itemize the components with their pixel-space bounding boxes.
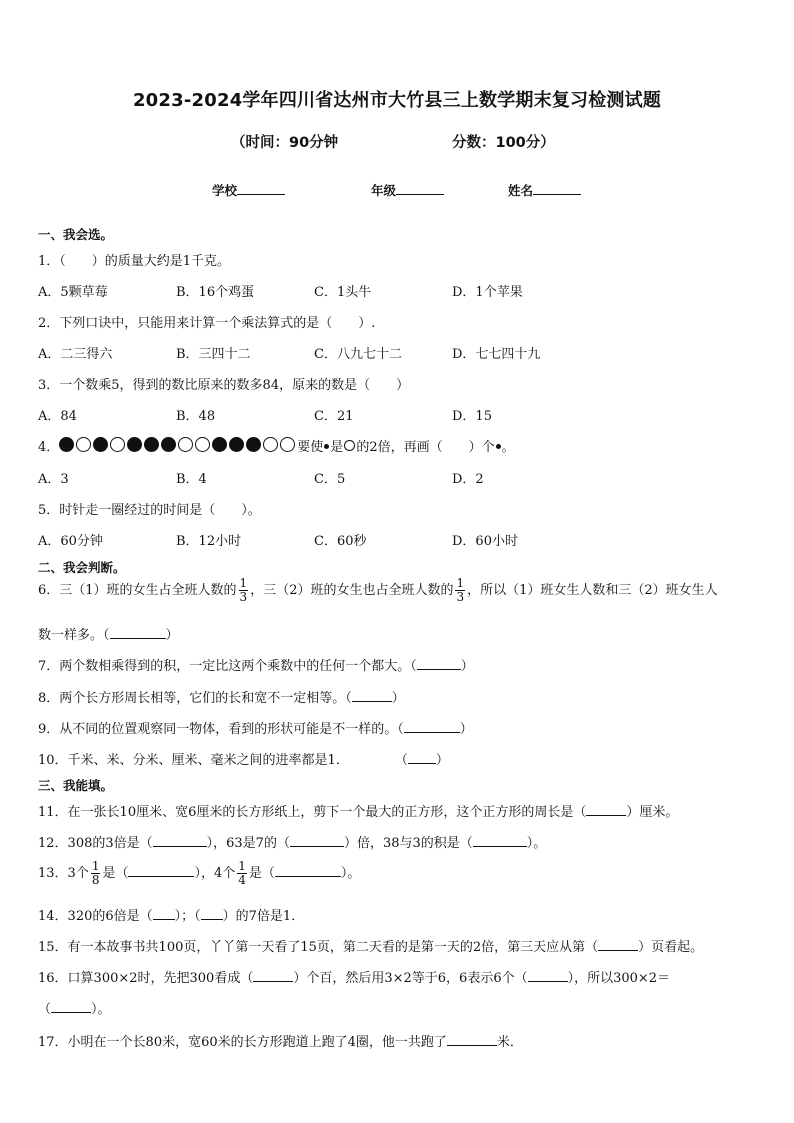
answer-blank[interactable] xyxy=(51,1001,91,1013)
answer-blank[interactable] xyxy=(275,865,341,877)
answer-blank[interactable] xyxy=(290,835,344,847)
question-11: 11．在一张长10厘米、宽6厘米的长方形纸上，剪下一个最大的正方形，这个正方形的周长是（ ）厘米。 xyxy=(38,805,679,820)
option-a: A．84 xyxy=(38,409,77,424)
question-8: 8．两个长方形周长相等，它们的长和宽不一定相等。（ ） xyxy=(38,691,405,706)
question-17: 17．小明在一个长80米，宽60米的长方形跑道上跑了4圈，他一共跑了 米． xyxy=(38,1035,523,1050)
question-3: 3．一个数乘5，得到的数比原来的数多84，原来的数是（ ） xyxy=(38,378,410,393)
question-12: 12．308的3倍是（ ），63是7的（ ）倍，38与3的积是（ ）。 xyxy=(38,836,547,851)
answer-blank[interactable] xyxy=(417,658,461,670)
answer-blank[interactable] xyxy=(447,1034,497,1046)
white-circle-icon xyxy=(344,440,355,451)
option-c: C．八九七十二 xyxy=(314,347,402,362)
answer-blank[interactable] xyxy=(598,939,638,951)
school-field: 学校 xyxy=(212,181,285,199)
option-d: D．1个苹果 xyxy=(452,285,523,300)
question-5: 5．时针走一圈经过的时间是（ ）。 xyxy=(38,503,261,518)
question-6: 6．三（1）班的女生占全班人数的 $\frac{1}{3}$ ，三（2）班的女生也占全班人数的 $\frac{1}{3}$ ，所以（1）班女生人数和三（2）班女生人 xyxy=(38,576,718,604)
exam-score: 分数：100分） xyxy=(452,135,555,151)
answer-blank[interactable] xyxy=(352,690,392,702)
question-16-cont: （ ）。 xyxy=(38,1002,111,1017)
answer-blank[interactable] xyxy=(110,627,166,639)
exam-time: （时间：90分钟 xyxy=(231,135,339,151)
answer-blank[interactable] xyxy=(408,752,436,764)
dot-row xyxy=(59,440,297,455)
grade-field: 年级 xyxy=(371,181,444,199)
question-1: 1．（ ）的质量大约是1千克。 xyxy=(38,254,231,269)
white-circle-icon xyxy=(178,437,193,452)
white-circle-icon xyxy=(280,437,295,452)
question-15: 15．有一本故事书共100页，丫丫第一天看了15页，第二天看的是第一天的2倍，第三天应从第（ ）页看起。 xyxy=(38,940,704,955)
option-d: D．60小时 xyxy=(452,534,518,549)
black-dot-icon xyxy=(212,437,227,452)
question-16: 16．口算300×2时，先把300看成（ ）个百，然后用3×2等于6，6表示6个（ ），所以300×2＝ xyxy=(38,971,671,986)
black-dot-icon xyxy=(246,437,261,452)
option-c: C．1头牛 xyxy=(314,285,372,300)
black-dot-icon xyxy=(93,437,108,452)
name-field: 姓名 xyxy=(508,181,581,199)
fraction: $\frac{1}{3}$ xyxy=(456,576,465,604)
fraction: $\frac{1}{3}$ xyxy=(239,576,248,604)
option-a: A．5颗草莓 xyxy=(38,285,108,300)
answer-blank[interactable] xyxy=(153,835,207,847)
option-d: D．15 xyxy=(452,409,492,424)
option-c: C．60秒 xyxy=(314,534,367,549)
question-4: 4． 要使 是 的2倍，再画（ ）个 。 xyxy=(38,436,515,455)
black-dot-icon xyxy=(496,444,501,449)
answer-blank[interactable] xyxy=(404,721,460,733)
black-dot-icon xyxy=(161,437,176,452)
option-a: A．60分钟 xyxy=(38,534,103,549)
black-dot-icon xyxy=(229,437,244,452)
answer-blank[interactable] xyxy=(473,835,527,847)
black-dot-icon xyxy=(127,437,142,452)
fraction: $\frac{1}{8}$ xyxy=(91,859,100,887)
answer-blank[interactable] xyxy=(528,970,568,982)
option-b: B．三四十二 xyxy=(176,347,251,362)
question-10: 10．千米、米、分米、厘米、毫米之间的进率都是1． （ ） xyxy=(38,753,449,768)
option-d: D．2 xyxy=(452,472,484,487)
question-7: 7．两个数相乘得到的积，一定比这两个乘数中的任何一个都大。（ ） xyxy=(38,659,474,674)
black-dot-icon xyxy=(144,437,159,452)
fraction: $\frac{1}{4}$ xyxy=(238,859,246,887)
option-c: C．5 xyxy=(314,472,346,487)
page-title: 2023-2024学年四川省达州市大竹县三上数学期末复习检测试题 xyxy=(132,90,662,111)
option-b: B．48 xyxy=(176,409,216,424)
question-2: 2．下列口诀中，只能用来计算一个乘法算式的是（ ）. xyxy=(38,316,376,331)
white-circle-icon xyxy=(76,437,91,452)
option-b: B．4 xyxy=(176,472,207,487)
section-heading: 二、我会判断。 xyxy=(38,560,126,575)
answer-blank[interactable] xyxy=(128,865,194,877)
question-9: 9．从不同的位置观察同一物体，看到的形状可能是不一样的。（ ） xyxy=(38,722,473,737)
answer-blank[interactable] xyxy=(153,908,175,920)
answer-blank[interactable] xyxy=(586,804,626,816)
black-dot-icon xyxy=(59,437,74,452)
question-13: 13．3个 $\frac{1}{8}$ 是（ ），4个 $\frac{1}{4}$ 是（ ）。 xyxy=(38,859,361,887)
option-c: C．21 xyxy=(314,409,354,424)
question-14: 14．320的6倍是（ ）；（ ）的7倍是1． xyxy=(38,909,305,924)
section-heading: 一、我会选。 xyxy=(38,227,114,242)
white-circle-icon xyxy=(195,437,210,452)
black-dot-icon xyxy=(324,444,329,449)
option-d: D．七七四十九 xyxy=(452,347,541,362)
section-heading: 三、我能填。 xyxy=(38,778,114,793)
answer-blank[interactable] xyxy=(253,970,293,982)
option-b: B．16个鸡蛋 xyxy=(176,285,255,300)
white-circle-icon xyxy=(110,437,125,452)
option-a: A．二三得六 xyxy=(38,347,113,362)
question-6-cont: 数一样多。（ ） xyxy=(38,628,179,643)
option-b: B．12小时 xyxy=(176,534,242,549)
option-a: A．3 xyxy=(38,472,69,487)
white-circle-icon xyxy=(263,437,278,452)
answer-blank[interactable] xyxy=(201,908,223,920)
